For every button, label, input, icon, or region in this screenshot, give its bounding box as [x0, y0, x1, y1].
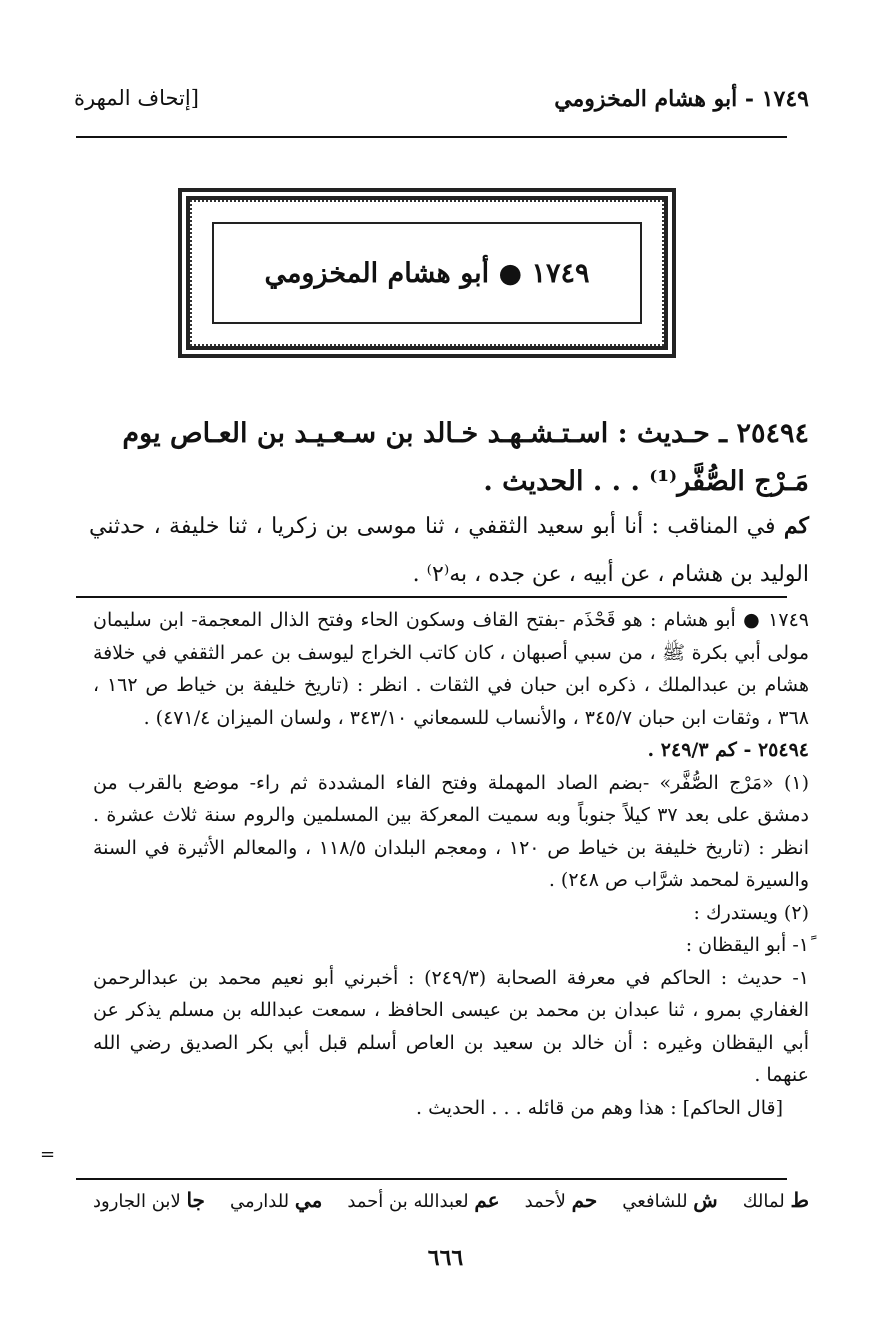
- footnote-2-intro: (٢) ويستدرك :: [693, 901, 809, 924]
- book-title: [إتحاف المهرة: [74, 86, 199, 110]
- biography-note: ١٧٤٩ ● أبو هشام : هو قَحْذَم -بفتح القاف وسكون الحاء وفتح الذال المعجمة- ابن سليمان مولى أبي بكرة ﷺ ، من سبي أصبهان ، كان كاتب الخراج ليوسف بن عمر الثقفي في خلافة هشام بن عبدالملك ، ذكره ابن حبان في الثقات . انظر : (تاريخ خليفة بن خياط ص ١٦٢ ، ٣٦٨ ، وثقات ابن حبان ٣٤٥/٧ ، والأنساب للسمعاني ٣٤٣/١٠ ، ولسان الميزان ٤٧١/٤) .: [93, 609, 810, 729]
- source-code: كم: [783, 513, 809, 539]
- hadith-source: [89, 502, 809, 599]
- footer-divider: [76, 1178, 787, 1180]
- abbrev-item: مي للدارمي: [229, 1188, 323, 1212]
- ornamental-frame: [178, 188, 676, 358]
- running-title: ١٧٤٩ - أبو هشام المخزومي: [554, 86, 809, 112]
- abbrev-item: ش للشافعي: [622, 1188, 718, 1212]
- abbrev-item: حم لأحمد: [524, 1188, 598, 1212]
- abbrev-item: جا لابن الجارود: [93, 1188, 205, 1212]
- hadith-heading: ٢٥٤٩٤ ـ حـديث : اسـتـشـهـد خـالد بن سـعـيـد بن العـاص يوم مَـرْج الصُّفَّر⁽¹⁾ . . . الحديث .: [122, 418, 809, 497]
- footnotes: [93, 604, 809, 1124]
- footnote-2-item: ١ً- أبو اليقظان :: [685, 934, 809, 956]
- footnote-divider: [76, 596, 787, 598]
- abbrev-item: عم لعبدالله بن أحمد: [347, 1188, 500, 1212]
- frame-inner-box: [212, 222, 642, 324]
- chapter-title: ١٧٤٩ ● أبو هشام المخزومي: [264, 257, 590, 289]
- reference-note: ٢٥٤٩٤ - كم ٢٤٩/٣ .: [647, 739, 809, 761]
- footnote-2-comment: [قال الحاكم] : هذا وهم من قائله . . . الحديث .: [416, 1096, 783, 1119]
- continuation-mark: =: [40, 1144, 56, 1165]
- footnote-2-hadith: ١- حديث : الحاكم في معرفة الصحابة (٢٤٩/٣) : أخبرني أبو نعيم محمد بن عبدالرحمن الغفاري بمرو ، ثنا عبدان بن محمد بن عيسى الحافظ ، سمعت عبدالله بن مسلم يذكر عن أبي اليقظان وغيره : أن خالد بن سعيد بن العاص أسلم قبل أبي بكر الصديق رضي الله عنهما .: [93, 966, 810, 1086]
- abbrev-item: ط لمالك: [742, 1188, 809, 1212]
- header-divider: [76, 136, 787, 138]
- source-chain: في المناقب : أنا أبو سعيد الثقفي ، ثنا موسى بن زكريا ، ثنا خليفة ، حدثني الوليد بن هشام ، عن أبيه ، عن جده ، به⁽٢⁾ .: [89, 514, 809, 587]
- abbreviation-key: [93, 1188, 809, 1212]
- page-number: ٦٦٦: [427, 1245, 464, 1271]
- footnote-1: (١) «مَرْج الصُّفَّر» -بضم الصاد المهملة وفتح الفاء المشددة ثم راء- موضع بالقرب من دمشق على بعد ٣٧ كيلاً جنوباً وبه سميت المعركة بين المسلمين والروم سنة ثلاث عشرة . انظر : (تاريخ خليفة بن خياط ص ١٢٠ ، ومعجم البلدان ١١٨/٥ ، والمعالم الأثيرة في السنة والسيرة لمحمد شرَّاب ص ٢٤٨) .: [93, 771, 809, 891]
